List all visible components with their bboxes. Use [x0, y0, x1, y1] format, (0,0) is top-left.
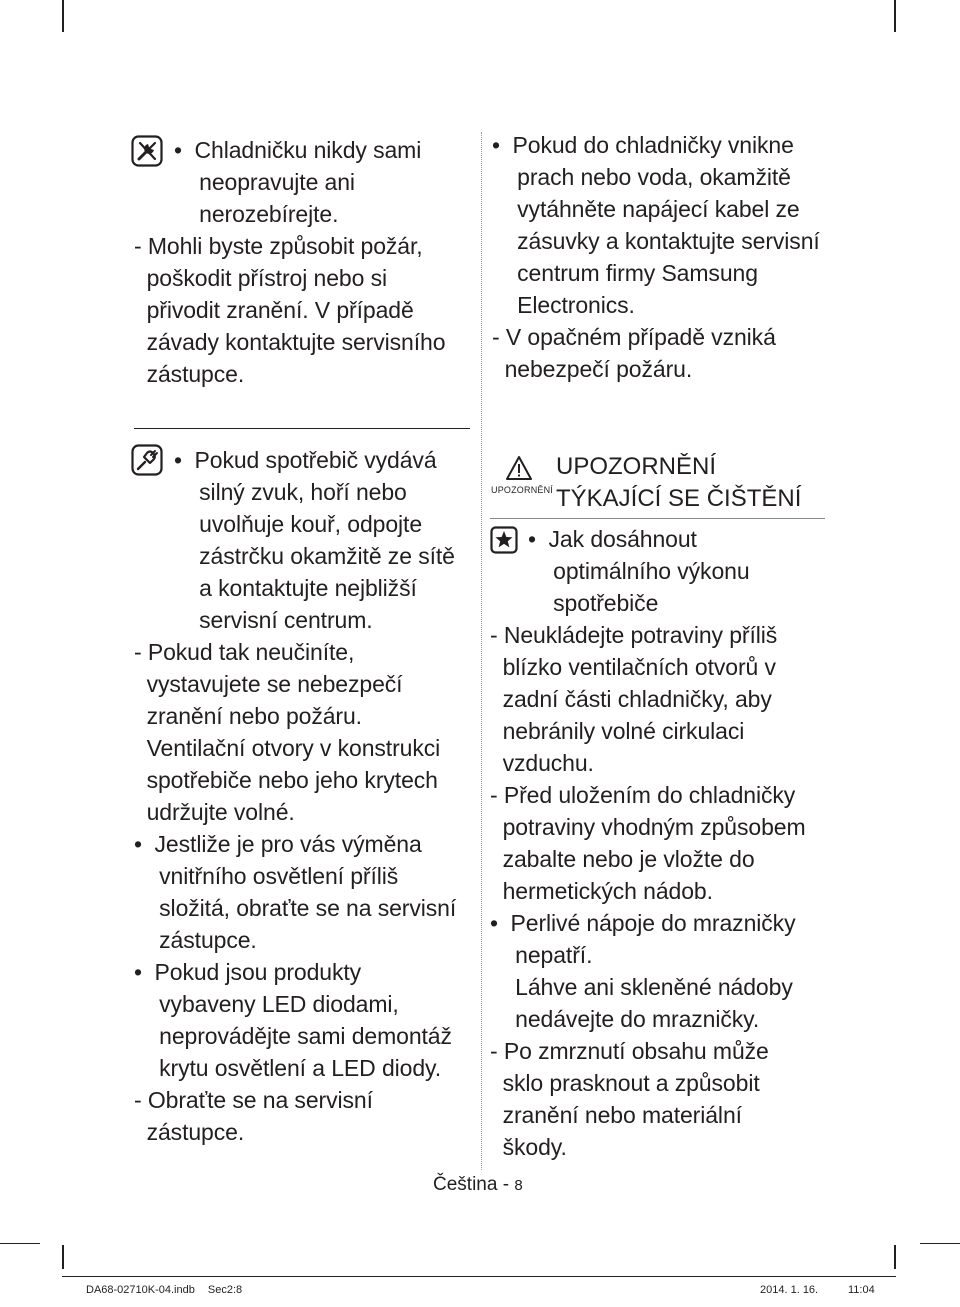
text-line: zástupce.: [134, 1119, 245, 1145]
text-line: • Jak dosáhnout: [528, 526, 697, 552]
heading-line: TÝKAJÍCÍ SE ČIŠTĚNÍ: [556, 485, 802, 512]
text-line: • Jestliže je pro vás výměna: [134, 831, 422, 857]
text-line: vzduchu.: [490, 750, 594, 776]
crop-mark-left-h: [0, 1243, 40, 1244]
section-heading: [556, 451, 801, 515]
text-line: vybaveny LED diodami,: [134, 991, 399, 1017]
text-line: poškodit přístroj nebo si: [134, 265, 387, 291]
crop-mark-right-h: [920, 1243, 960, 1244]
top-left-text: [134, 134, 445, 390]
footer-date: 2014. 1. 16.: [760, 1284, 819, 1296]
text-line: zástupce.: [134, 361, 245, 387]
text-line: • Pokud jsou produkty: [134, 959, 362, 985]
top-right-text: [492, 129, 820, 385]
heading-line: UPOZORNĚNÍ: [556, 453, 717, 480]
text-line: vnitřního osvětlení příliš: [134, 863, 399, 889]
text-line: složitá, obraťte se na servisní: [134, 895, 457, 921]
footer-file-name: DA68-02710K-04.indb: [86, 1284, 195, 1296]
page-language: Čeština: [433, 1174, 498, 1195]
text-line: Láhve ani skleněné nádoby: [490, 974, 793, 1000]
text-line: • Perlivé nápoje do mrazničky: [490, 910, 796, 936]
text-line: neprovádějte sami demontáž: [134, 1023, 452, 1049]
caution-label: UPOZORNĚNÍ: [491, 485, 554, 495]
text-line: nebránily volné cirkulaci: [490, 718, 745, 744]
text-line: vystavujete se nebezpečí: [134, 671, 403, 697]
text-line: - Po zmrznutí obsahu může: [490, 1038, 769, 1064]
text-line: - V opačném případě vzniká: [492, 324, 776, 350]
text-line: udržujte volné.: [134, 799, 295, 825]
text-line: centrum firmy Samsung: [492, 260, 758, 286]
text-line: nebezpečí požáru.: [492, 356, 693, 382]
warning-triangle-icon: [505, 455, 533, 486]
text-line: zadní části chladničky, aby: [490, 686, 772, 712]
text-line: Electronics.: [492, 292, 635, 318]
heading-underline: [490, 518, 825, 519]
text-line: zástupce.: [134, 927, 257, 953]
text-line: - Neukládejte potraviny příliš: [490, 622, 778, 648]
footer-rule: [62, 1276, 896, 1277]
page-separator: -: [497, 1174, 515, 1195]
text-line: - Před uložením do chladničky: [490, 782, 796, 808]
text-line: nepatří.: [490, 942, 593, 968]
text-line: • Chladničku nikdy sami: [174, 137, 422, 163]
text-line: servisní centrum.: [174, 607, 373, 633]
text-line: zranění nebo požáru.: [134, 703, 362, 729]
crop-mark-bottom-left: [62, 1245, 64, 1269]
section-divider-left: [134, 428, 470, 429]
text-line: • Pokud spotřebič vydává: [174, 447, 437, 473]
text-line: přivodit zranění. V případě: [134, 297, 414, 323]
text-line: - Mohli byste způsobit požár,: [134, 233, 423, 259]
text-line: zranění nebo materiální: [490, 1102, 742, 1128]
bottom-right-text: [490, 523, 806, 1163]
crop-mark-top-right: [894, 0, 896, 32]
text-line: a kontaktujte nejbližší: [174, 575, 417, 601]
crop-mark-top-left: [62, 0, 64, 32]
text-line: zabalte nebo je vložte do: [490, 846, 755, 872]
text-line: Ventilační otvory v konstrukci: [134, 735, 441, 761]
footer-file: [86, 1284, 242, 1296]
bottom-left-text: [134, 444, 456, 1148]
crop-mark-bottom-right: [894, 1245, 896, 1269]
text-line: nerozebírejte.: [174, 201, 339, 227]
text-line: zásuvky a kontaktujte servisní: [492, 228, 820, 254]
footer-section: Sec2:8: [207, 1284, 243, 1296]
text-line: potraviny vhodným způsobem: [490, 814, 806, 840]
text-line: prach nebo voda, okamžitě: [492, 164, 791, 190]
text-line: - Obraťte se na servisní: [134, 1087, 373, 1113]
text-line: • Pokud do chladničky vnikne: [492, 132, 794, 158]
text-line: spotřebiče: [528, 590, 659, 616]
footer-time: 11:04: [848, 1284, 875, 1296]
text-line: vytáhněte napájecí kabel ze: [492, 196, 800, 222]
text-line: - Pokud tak neučiníte,: [134, 639, 355, 665]
text-line: sklo prasknout a způsobit: [490, 1070, 760, 1096]
column-divider: [481, 132, 482, 1170]
text-line: optimálního výkonu: [528, 558, 750, 584]
text-line: krytu osvětlení a LED diody.: [134, 1055, 442, 1081]
text-line: silný zvuk, hoří nebo: [174, 479, 407, 505]
text-line: hermetických nádob.: [490, 878, 713, 904]
text-line: nedávejte do mrazničky.: [490, 1006, 760, 1032]
text-line: spotřebiče nebo jeho krytech: [134, 767, 438, 793]
page-number-value: 8: [514, 1177, 523, 1194]
page-number: [433, 1174, 523, 1196]
text-line: závady kontaktujte servisního: [134, 329, 446, 355]
text-line: neopravujte ani: [174, 169, 355, 195]
text-line: blízko ventilačních otvorů v: [490, 654, 776, 680]
text-line: škody.: [490, 1134, 567, 1160]
text-line: uvolňuje kouř, odpojte: [174, 511, 423, 537]
text-line: zástrčku okamžitě ze sítě: [174, 543, 455, 569]
